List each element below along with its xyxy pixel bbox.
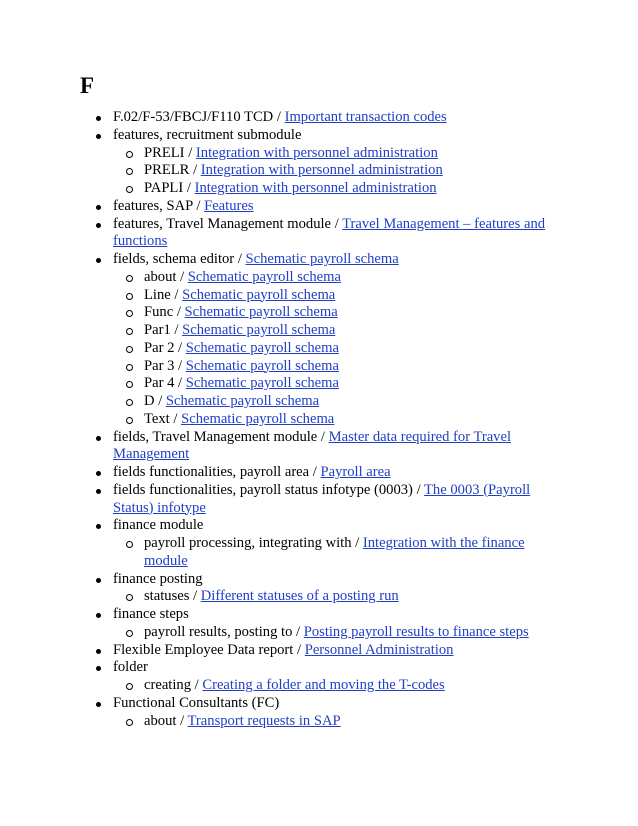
- entry-term: Par1: [144, 322, 171, 338]
- entry-separator: /: [169, 410, 182, 427]
- entry-term: about: [144, 712, 177, 729]
- entry-term: fields, Travel Management module: [113, 428, 318, 445]
- index-subentry: [0, 180, 638, 198]
- entry-link[interactable]: Schematic payroll schema: [182, 322, 336, 338]
- index-subentry: [0, 677, 638, 695]
- entry-term: Par 3: [144, 357, 175, 374]
- entry-term: payroll processing, integrating with: [144, 535, 352, 551]
- entry-link[interactable]: Schematic payroll schema: [181, 410, 335, 427]
- entry-separator: /: [184, 144, 196, 161]
- entry-separator: /: [170, 322, 183, 338]
- entry-term: Text: [144, 410, 170, 427]
- index-subentry: [0, 411, 638, 429]
- entry-link[interactable]: Schematic payroll schema: [185, 375, 339, 392]
- entry-separator: /: [292, 623, 304, 640]
- entry-link[interactable]: Personnel Administration: [304, 641, 454, 658]
- entry-link[interactable]: Payroll area: [320, 464, 391, 480]
- index-subentry: [0, 145, 638, 163]
- entry-term: Func: [144, 304, 174, 321]
- entry-link[interactable]: Schematic payroll schema: [184, 304, 338, 321]
- index-subentry: [0, 375, 638, 393]
- index-subentry: [0, 322, 638, 340]
- entry-link[interactable]: Schematic payroll schema: [185, 339, 339, 356]
- index-subentry: [0, 393, 638, 411]
- entry-separator: /: [174, 375, 186, 392]
- entry-separator: /: [176, 268, 188, 285]
- entry-link[interactable]: Integration with personnel administration: [195, 144, 438, 161]
- entry-link[interactable]: Schematic payroll schema: [182, 286, 336, 303]
- entry-link[interactable]: Schematic payroll schema: [245, 251, 399, 267]
- section-heading: F: [80, 73, 95, 98]
- index-subentry: [0, 162, 638, 180]
- entry-separator: /: [154, 393, 166, 409]
- entry-term: finance steps: [113, 606, 189, 622]
- entry-separator: /: [234, 251, 246, 267]
- index-subentry: [0, 358, 638, 376]
- entry-separator: /: [174, 339, 186, 356]
- entry-link[interactable]: Integration with personnel administration: [200, 162, 443, 179]
- index-entry: [0, 482, 638, 518]
- entry-separator: /: [176, 712, 188, 729]
- index-entry: [0, 429, 638, 465]
- entry-link[interactable]: The 0003 (Payroll Status) infotype: [113, 481, 531, 516]
- entry-term: D: [144, 393, 155, 409]
- entry-separator: /: [170, 286, 183, 303]
- index-entry: [0, 642, 638, 660]
- entry-link[interactable]: Integration with personnel administration: [194, 180, 437, 196]
- entry-separator: /: [189, 588, 201, 605]
- entry-term: about: [144, 268, 177, 285]
- index-list: [0, 109, 638, 730]
- index-entry: [0, 464, 638, 482]
- entry-link[interactable]: Travel Management – features and functions: [113, 215, 546, 250]
- entry-separator: /: [309, 464, 321, 480]
- index-entry: [0, 127, 638, 145]
- entry-separator: /: [183, 180, 195, 196]
- entry-separator: /: [273, 109, 285, 125]
- index-subentry: [0, 588, 638, 606]
- entry-link[interactable]: Creating a folder and moving the T-codes: [202, 677, 445, 693]
- entry-term: PRELI: [144, 144, 185, 161]
- entry-term: creating: [144, 677, 191, 693]
- index-entry: [0, 109, 638, 127]
- entry-link[interactable]: Schematic payroll schema: [185, 357, 339, 374]
- entry-separator: /: [189, 162, 201, 179]
- index-entry: [0, 251, 638, 269]
- index-subentry: [0, 269, 638, 287]
- entry-separator: /: [192, 197, 205, 214]
- index-subentry: [0, 287, 638, 305]
- entry-term: finance posting: [113, 570, 203, 587]
- index-subentry: [0, 713, 638, 731]
- index-entry: [0, 695, 638, 713]
- entry-link[interactable]: Important transaction codes: [284, 109, 447, 125]
- entry-term: features, Travel Management module: [113, 215, 332, 232]
- entry-link[interactable]: Schematic payroll schema: [187, 268, 341, 285]
- index-subentry: [0, 304, 638, 322]
- entry-term: Flexible Employee Data report: [113, 641, 294, 658]
- entry-term: payroll results, posting to: [144, 623, 293, 640]
- entry-term: features, recruitment submodule: [113, 126, 302, 143]
- index-entry: [0, 198, 638, 216]
- index-subentry: [0, 535, 638, 571]
- entry-term: finance module: [113, 517, 204, 534]
- entry-term: PRELR: [144, 162, 190, 179]
- entry-term: Line: [144, 286, 171, 303]
- entry-separator: /: [412, 481, 425, 498]
- entry-term: PAPLI: [144, 180, 184, 196]
- entry-term: F.02/F-53/FBCJ/F110 TCD: [113, 109, 274, 125]
- index-entry: [0, 606, 638, 624]
- index-entry: [0, 659, 638, 677]
- entry-separator: /: [317, 428, 329, 445]
- index-subentry: [0, 624, 638, 642]
- entry-term: statuses: [144, 588, 190, 605]
- index-entry: [0, 571, 638, 589]
- entry-separator: /: [174, 357, 186, 374]
- entry-term: Par 4: [144, 375, 175, 392]
- entry-separator: /: [331, 215, 343, 232]
- entry-link[interactable]: Master data required for Travel Management: [113, 428, 512, 463]
- entry-term: fields, schema editor: [113, 251, 235, 267]
- entry-link[interactable]: Different statuses of a posting run: [200, 588, 399, 605]
- index-entry: [0, 517, 638, 535]
- index-subentry: [0, 340, 638, 358]
- entry-separator: /: [293, 641, 305, 658]
- entry-separator: /: [191, 677, 203, 693]
- entry-term: fields functionalities, payroll area: [113, 464, 310, 480]
- entry-link[interactable]: Features: [204, 197, 254, 214]
- entry-link[interactable]: Transport requests in SAP: [187, 712, 341, 729]
- entry-separator: /: [351, 535, 363, 551]
- index-entry: [0, 216, 638, 252]
- entry-link[interactable]: Integration with the finance module: [144, 535, 525, 569]
- entry-term: Par 2: [144, 339, 175, 356]
- entry-term: folder: [113, 659, 148, 676]
- entry-link[interactable]: Schematic payroll schema: [165, 393, 320, 409]
- entry-term: fields functionalities, payroll status infotype (0003): [113, 481, 413, 498]
- entry-separator: /: [173, 304, 185, 321]
- entry-link[interactable]: Posting payroll results to finance steps: [303, 623, 529, 640]
- entry-term: features, SAP: [113, 197, 193, 214]
- entry-term: Functional Consultants (FC): [113, 694, 280, 711]
